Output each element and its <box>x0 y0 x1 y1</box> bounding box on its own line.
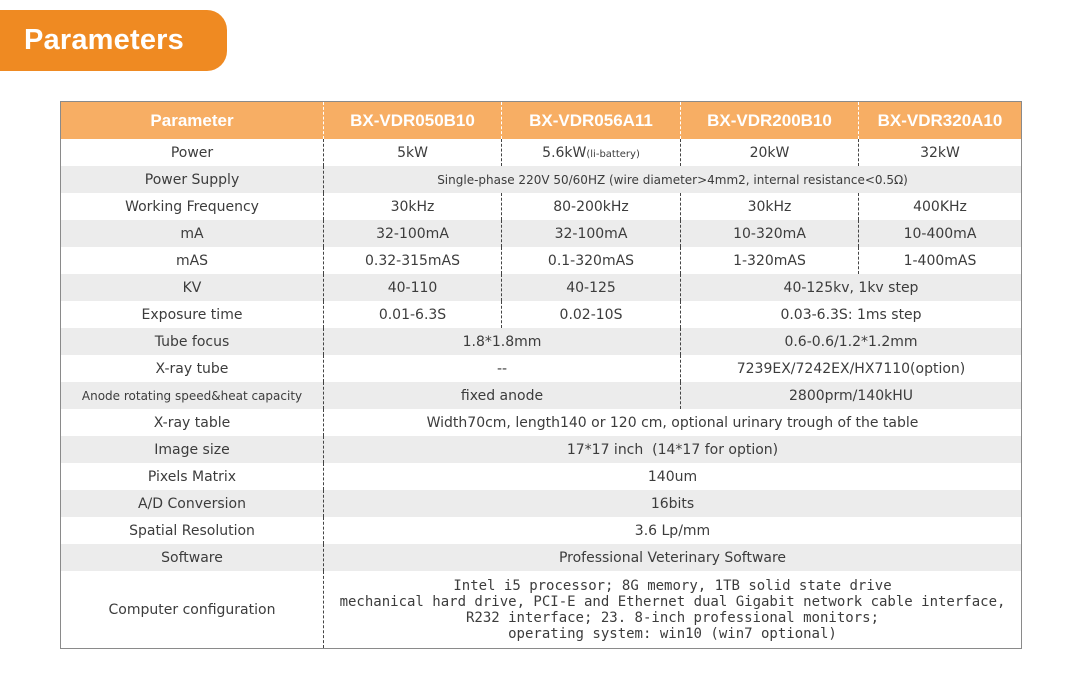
header-parameter: Parameter <box>61 102 324 140</box>
row-label: Working Frequency <box>125 198 259 215</box>
config-line: operating system: win10 (win7 optional) <box>508 625 837 642</box>
cell: 30kHz <box>324 193 502 220</box>
table-row <box>61 463 1022 490</box>
row-label: X-ray tube <box>155 360 229 377</box>
table-row <box>61 193 1022 220</box>
table-row <box>61 328 1022 355</box>
row-label: KV <box>61 274 324 301</box>
cell: 0.02-10S <box>502 301 681 328</box>
cell: 0.1-320mAS <box>502 247 681 274</box>
cell: 1-400mAS <box>859 247 1022 274</box>
cell: 7239EX/7242EX/HX7110(option) <box>681 355 1022 382</box>
computer-config-cell <box>324 571 1022 649</box>
table-row <box>61 571 1022 649</box>
table-row <box>61 409 1022 436</box>
row-label: Power Supply <box>61 166 324 193</box>
table-row <box>61 220 1022 247</box>
cell: 20kW <box>681 139 859 166</box>
row-label: Computer configuration <box>108 601 276 618</box>
table-row <box>61 490 1022 517</box>
section-title-tab <box>0 10 227 71</box>
table-header-row <box>61 102 1022 140</box>
row-label: Spatial Resolution <box>129 522 255 539</box>
table-row <box>61 301 1022 328</box>
header-model-4: BX-VDR320A10 <box>859 102 1022 140</box>
table-row <box>61 436 1022 463</box>
cell: 1.8*1.8mm <box>324 328 681 355</box>
table-row <box>61 166 1022 193</box>
cell: 400KHz <box>859 193 1022 220</box>
cell: 5kW <box>324 139 502 166</box>
config-line: Intel i5 processor; 8G memory, 1TB solid state drive <box>453 577 892 594</box>
cell: 1-320mAS <box>681 247 859 274</box>
cell: Width70cm, length140 or 120 cm, optional urinary trough of the table <box>324 409 1022 436</box>
parameters-table <box>60 101 1022 649</box>
cell: 0.6-0.6/1.2*1.2mm <box>681 328 1022 355</box>
cell: 32-100mA <box>502 220 681 247</box>
cell: Professional Veterinary Software <box>324 544 1022 571</box>
table-row <box>61 355 1022 382</box>
row-label: mAS <box>175 252 209 269</box>
row-label: A/D Conversion <box>61 490 324 517</box>
header-model-1: BX-VDR050B10 <box>324 102 502 140</box>
cell: 16bits <box>324 490 1022 517</box>
config-line: mechanical hard drive, PCI-E and Ethernet dual Gigabit network cable interface, <box>339 593 1006 610</box>
row-label: X-ray table <box>153 414 231 431</box>
row-label: Exposure time <box>141 306 243 323</box>
cell: 3.6 Lp/mm <box>324 517 1022 544</box>
cell: 80-200kHz <box>502 193 681 220</box>
cell: 10-400mA <box>859 220 1022 247</box>
row-label: Power <box>170 144 214 161</box>
table-row <box>61 517 1022 544</box>
cell: 10-320mA <box>681 220 859 247</box>
row-label: Image size <box>61 436 324 463</box>
table-row <box>61 274 1022 301</box>
cell: 0.01-6.3S <box>324 301 502 328</box>
cell: -- <box>324 355 681 382</box>
row-label: Anode rotating speed&heat capacity <box>61 382 324 409</box>
cell: 0.32-315mAS <box>324 247 502 274</box>
header-model-2: BX-VDR056A11 <box>502 102 681 140</box>
cell-note: (li-battery) <box>586 148 640 160</box>
cell: fixed anode <box>324 382 681 409</box>
cell: 17*17 inch (14*17 for option) <box>324 436 1022 463</box>
cell: 30kHz <box>681 193 859 220</box>
row-label: Software <box>61 544 324 571</box>
header-model-3: BX-VDR200B10 <box>681 102 859 140</box>
cell: 40-125kv, 1kv step <box>681 274 1022 301</box>
cell: Single-phase 220V 50/60HZ (wire diameter>4mm2, internal resistance<0.5Ω) <box>324 166 1022 193</box>
cell: 40-125 <box>502 274 681 301</box>
cell <box>502 139 681 166</box>
cell: 140um <box>324 463 1022 490</box>
cell-value: 5.6kW <box>542 144 587 161</box>
table-row <box>61 247 1022 274</box>
table-row <box>61 382 1022 409</box>
table-row <box>61 139 1022 166</box>
config-line: R232 interface; 23. 8-inch professional monitors; <box>465 609 879 626</box>
cell: 32-100mA <box>324 220 502 247</box>
cell: 40-110 <box>324 274 502 301</box>
table-row <box>61 544 1022 571</box>
row-label: Pixels Matrix <box>147 468 237 485</box>
row-label: Tube focus <box>61 328 324 355</box>
row-label: mA <box>61 220 324 247</box>
cell: 32kW <box>859 139 1022 166</box>
section-title: Parameters <box>24 24 184 56</box>
cell: 2800prm/140kHU <box>681 382 1022 409</box>
cell: 0.03-6.3S: 1ms step <box>681 301 1022 328</box>
